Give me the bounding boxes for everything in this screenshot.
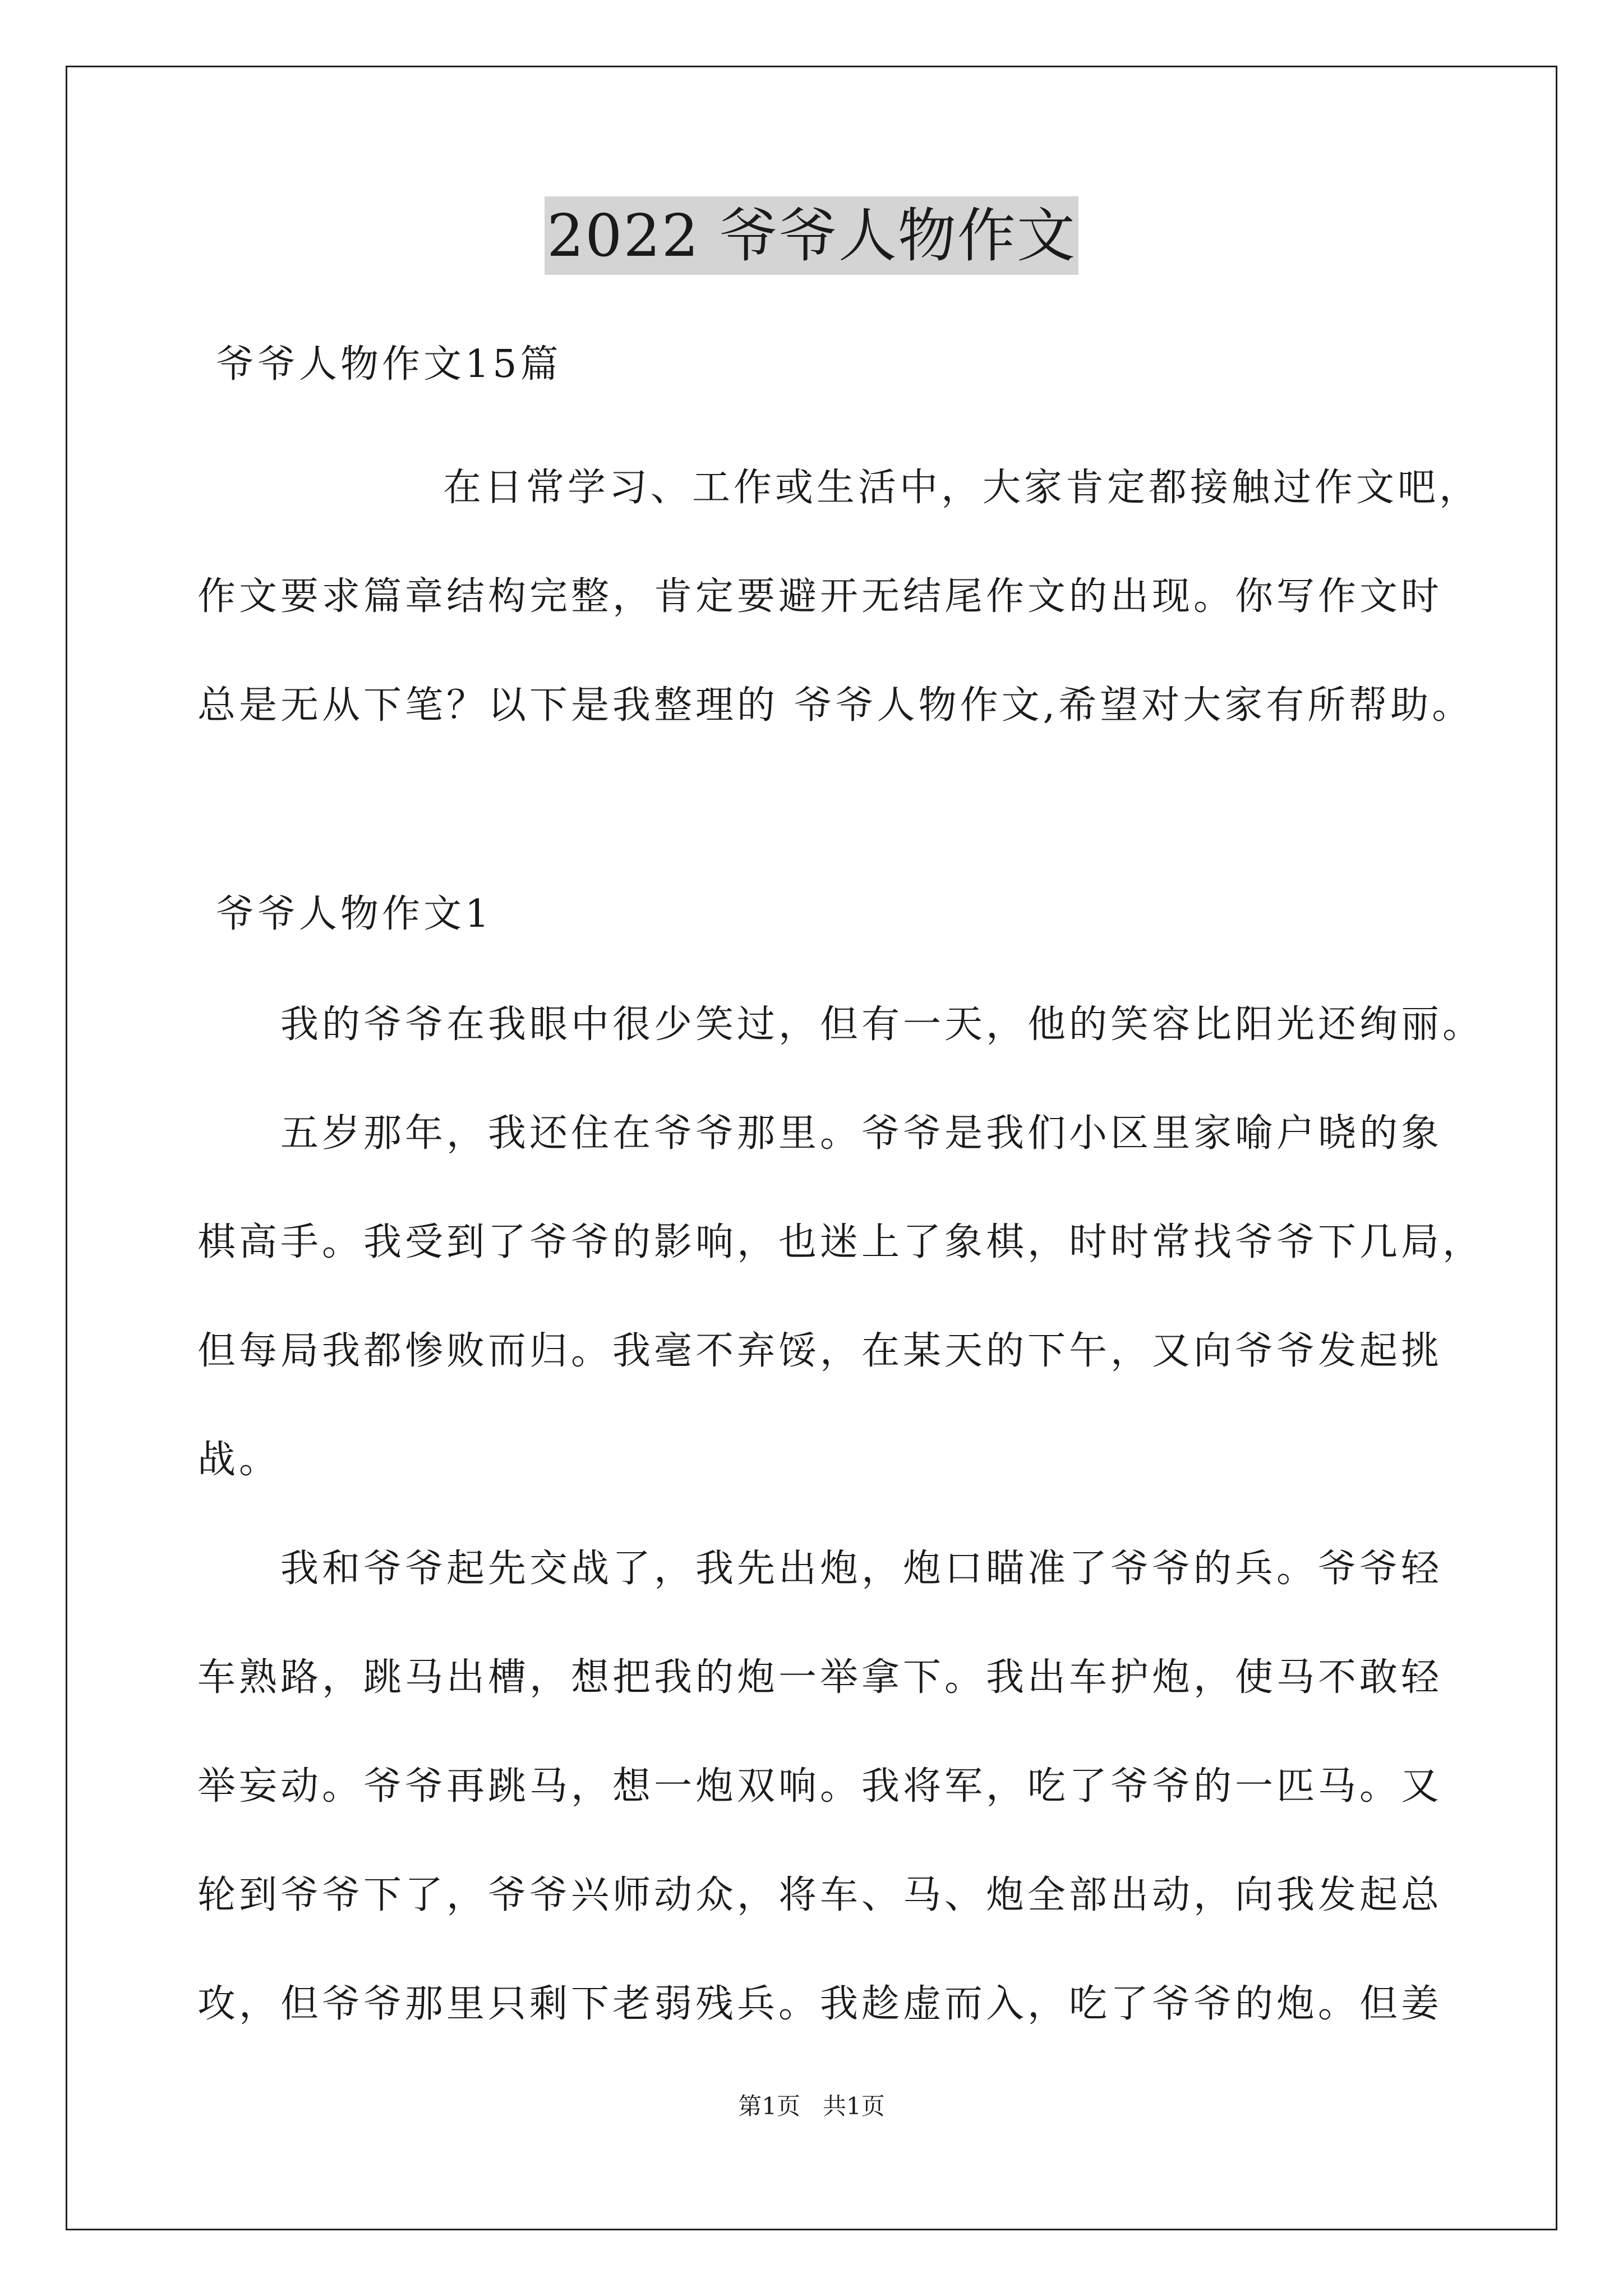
- section-heading: 爷爷人物作文1: [216, 892, 493, 936]
- document-title: 2022 爷爷人物作文: [545, 196, 1078, 275]
- paragraph-line: 战。: [197, 1438, 281, 1482]
- paragraph-line: 轮到爷爷下了，爷爷兴师动众，将车、马、炮全部出动，向我发起总: [197, 1873, 1443, 1917]
- paragraph-line: 但每局我都惨败而归。我毫不弃馁，在某天的下午，又向爷爷发起挑: [197, 1329, 1443, 1373]
- paragraph-line: 举妄动。爷爷再跳马，想一炮双响。我将军，吃了爷爷的一匹马。又: [197, 1764, 1443, 1809]
- paragraph-line: 车熟路，跳马出槽，想把我的炮一举拿下。我出车护炮，使马不敢轻: [197, 1655, 1443, 1700]
- paragraph-line: 我的爷爷在我眼中很少笑过，但有一天，他的笑容比阳光还绚丽。: [280, 1002, 1484, 1047]
- paragraph-line: 我和爷爷起先交战了，我先出炮，炮口瞄准了爷爷的兵。爷爷轻: [280, 1547, 1443, 1591]
- page-footer: 第1页 共1页: [738, 2092, 885, 2120]
- intro-line: 作文要求篇章结构完整，肯定要避开无结尾作文的出现。你写作文时: [197, 574, 1443, 619]
- paragraph-line: 棋高手。我受到了爷爷的影响，也迷上了象棋，时时常找爷爷下几局，: [197, 1220, 1484, 1264]
- intro-line: 在日常学习、工作或生活中，大家肯定都接触过作文吧，: [443, 466, 1481, 510]
- paragraph-line: 五岁那年，我还住在爷爷那里。爷爷是我们小区里家喻户晓的象: [280, 1111, 1443, 1156]
- title-container: [0, 196, 1623, 275]
- document-subtitle: 爷爷人物作文15篇: [216, 342, 562, 386]
- paragraph-line: 攻，但爷爷那里只剩下老弱残兵。我趁虚而入，吃了爷爷的炮。但姜: [197, 1982, 1443, 2026]
- intro-line: 总是无从下笔？以下是我整理的 爷爷人物作文,希望对大家有所帮助。: [197, 683, 1474, 728]
